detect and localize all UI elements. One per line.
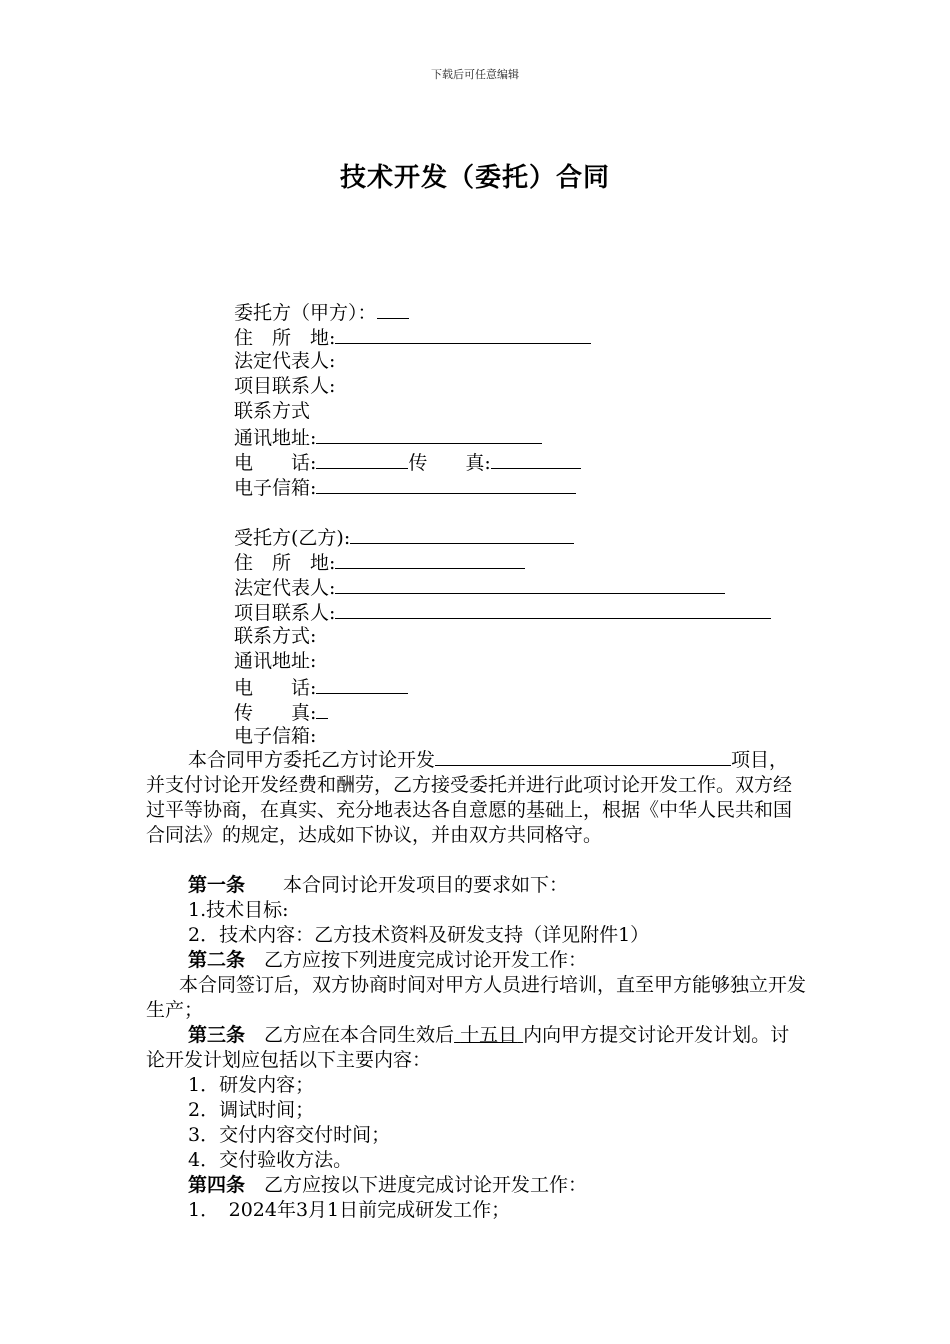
article-1-text: 本合同讨论开发项目的要求如下： [283, 874, 569, 896]
party-a-email-line [234, 474, 576, 501]
article-3-item-4: 4．交付验收方法。 [188, 1149, 353, 1171]
party-b-contact-blank [335, 599, 771, 619]
party-a-address-line [234, 324, 591, 351]
party-b-fax-line [234, 699, 328, 726]
party-b-contact-method-label: 联系方式: [234, 625, 317, 647]
article-4-item-1-num: 1． [188, 1199, 210, 1221]
party-b-phone-label: 电 话: [234, 677, 317, 699]
article-1-heading-line [188, 873, 568, 898]
party-a-client-blank [377, 299, 409, 319]
article-1-item-1: 1.技术目标: [188, 899, 289, 921]
party-b-contact-line [234, 599, 771, 626]
party-b-legal-rep-label: 法定代表人: [234, 577, 336, 599]
party-a-mail-address-label: 通讯地址: [234, 427, 317, 449]
party-b-trustee-line [234, 524, 574, 551]
party-a-phone-label: 电 话: [234, 452, 317, 474]
party-b-address-label: 住 所 地: [234, 552, 336, 574]
article-4-heading-line [188, 1173, 587, 1198]
article-4-item-1-text: 2024年3月1日前完成研发工作； [228, 1199, 511, 1221]
party-b-fax-label: 传 真: [234, 702, 317, 724]
party-a-fax-label: 传 真: [408, 452, 491, 474]
party-b-address-line [234, 549, 525, 576]
party-b-address-blank [335, 549, 525, 569]
party-b-mail-address-label: 通讯地址: [234, 650, 317, 672]
article-3-item-2: 2．调试时间； [188, 1099, 315, 1121]
article-2-heading-line [188, 948, 587, 973]
party-a-phone-blank [316, 449, 408, 469]
party-b-trustee-blank [350, 524, 574, 544]
party-a-email-blank [316, 474, 576, 494]
party-b-phone-blank [316, 674, 408, 694]
party-a-client-label: 委托方（甲方）： [234, 302, 377, 324]
document-title: 技术开发（委托）合同 [339, 163, 610, 193]
party-a-mail-address-line [234, 424, 542, 451]
article-2-body: 本合同签订后，双方协商时间对甲方人员进行培训，直至甲方能够独立开发生产； [146, 974, 807, 1021]
article-3-paragraph [146, 1023, 806, 1073]
article-2-text: 乙方应按下列进度完成讨论开发工作： [264, 949, 588, 971]
party-b-phone-line [234, 674, 408, 701]
intro-project-blank [435, 746, 731, 766]
article-1-item-2: 2．技术内容：乙方技术资料及研发支持（详见附件1） [188, 924, 650, 946]
intro-text-2: 项目，并支付讨论开发经费和酬劳，乙方接受委托并进行此项讨论开发工作。双方经过平等协商，在真实、充分地表达各自意愿的基础上，根据《中华人民共和国合同法》的规定，达成如下协议，并由双方共同格守。 [146, 749, 793, 846]
article-3-days: 十五日 [460, 1024, 518, 1046]
header-note: 下载后可任意编辑 [431, 68, 519, 81]
party-a-address-blank [335, 324, 591, 344]
party-a-contact-label: 项目联系人: [234, 375, 336, 397]
party-a-fax-blank [491, 449, 581, 469]
article-3-text-before: 乙方应在本合同生效后 [264, 1024, 455, 1046]
intro-text-1: 本合同甲方委托乙方讨论开发 [188, 749, 436, 771]
intro-paragraph [146, 746, 806, 848]
article-3-item-1: 1．研发内容； [188, 1074, 315, 1096]
article-4-item-1 [188, 1198, 510, 1223]
party-a-phone-fax-line [234, 449, 581, 476]
party-a-email-label: 电子信箱: [234, 477, 317, 499]
party-b-legal-rep-blank [335, 574, 725, 594]
party-a-mail-address-blank [316, 424, 542, 444]
article-3-heading: 第三条 [188, 1024, 246, 1046]
article-4-text: 乙方应按以下进度完成讨论开发工作： [264, 1174, 588, 1196]
party-a-client-line [234, 299, 409, 326]
party-a-address-label: 住 所 地: [234, 327, 336, 349]
article-4-heading: 第四条 [188, 1174, 246, 1196]
party-b-trustee-label: 受托方(乙方): [234, 527, 351, 549]
article-2-heading: 第二条 [188, 949, 246, 971]
article-3-text-after: 内向甲方提交讨论开发计划。讨论开发计划应包括以下主要内容： [146, 1024, 790, 1071]
party-b-fax-blank [316, 699, 328, 719]
party-a-legal-rep-label: 法定代表人: [234, 350, 336, 372]
party-a-contact-method-label: 联系方式 [234, 400, 311, 422]
party-b-contact-label: 项目联系人: [234, 602, 336, 624]
party-b-email-label: 电子信箱: [234, 725, 317, 747]
party-b-legal-rep-line [234, 574, 725, 601]
article-1-heading: 第一条 [188, 874, 246, 896]
article-3-item-3: 3．交付内容交付时间； [188, 1124, 391, 1146]
